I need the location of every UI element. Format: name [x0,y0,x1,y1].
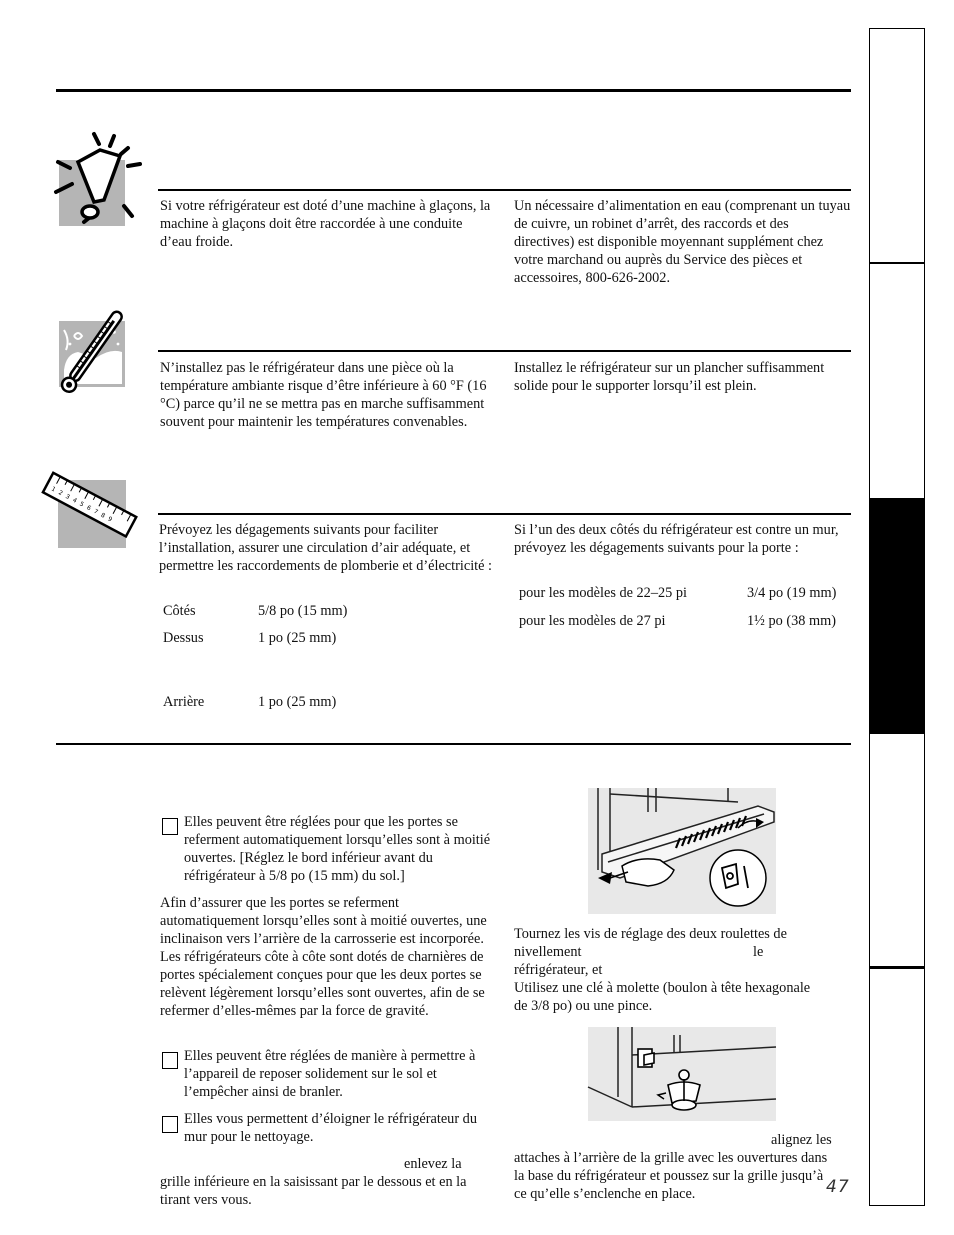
checkbox [162,1052,178,1069]
page-number: 47 [826,1177,850,1197]
roller-stable-text: Elles peuvent être réglées de manière à permettre à l’appareil de reposer solidement sur le sol et l’empêcher ainsi de branler. [184,1048,476,1100]
clearance-label: Dessus [163,630,204,646]
roller-instruction-3: réfrigérateur, et [514,962,603,978]
door-clearance-row [519,584,836,602]
door-clearance-intro: Si l’un des deux côtés du réfrigérateur est contre un mur, prévoyez les dégagements suivants pour la porte : [514,522,839,556]
section-rule [158,513,851,515]
clearance-intro: Prévoyez les dégagements suivants pour faciliter l’installation, assurer une circulation d’air adéquate, et permettre les raccordements de plomberie et d’électricité : [159,522,493,574]
roller-instruction-2b: le [753,944,764,960]
svg-text:7: 7 [92,507,100,516]
water-kit-text: Un nécessaire d’alimentation en eau (comprenant un tuyau de cuivre, un robinet d’arrêt, des raccords et des directives) est disponible moyennant supplément chez votre marchand ou auprès du Service des pièces et accessoires, 800-626-2002. [514,198,851,286]
remove-grille-text: grille inférieure en la saisissant par le dessous et en la tirant vers vous. [160,1174,467,1208]
door-clearance-label: pour les modèles de 27 pi [519,613,666,629]
svg-text:9: 9 [106,515,114,524]
clearance-row [163,602,347,620]
clearance-row [163,629,336,647]
door-close-paragraph: Afin d’assurer que les portes se referment automatiquement lorsqu’elles sont à moitié ouvertes, une inclinaison vers l’arrière de la carrosserie est incorporée. Les réfrigérateurs côte à côte sont dotés de charnières de portes spécialement conçues pour que les deux portes se relèvent légèrement lorsqu’elles sont ouvertes, afin de se refermer d’elles-mêmes par la force de gravité. [160,895,487,1019]
clearance-value: 1 po (25 mm) [258,630,337,646]
roller-instruction-1: Tournez les vis de réglage des deux roulettes de [514,926,787,942]
svg-text:4: 4 [71,496,78,505]
svg-text:5: 5 [78,500,86,509]
align-fragment: alignez les [771,1132,832,1148]
remove-grille-fragment: enlevez la [404,1156,462,1172]
section-rule [158,350,851,352]
door-clearance-value: 1½ po (38 mm) [747,613,836,629]
svg-text:8: 8 [99,511,107,520]
door-clearance-label: pour les modèles de 22–25 pi [519,585,687,601]
svg-text:6: 6 [85,504,93,513]
svg-text:2: 2 [57,489,64,498]
leveling-roller-illustration [588,1027,776,1121]
align-grille-text: attaches à l’arrière de la grille avec les ouvertures dans la base du réfrigérateur et poussez sur la grille jusqu’à ce qu’elle s’enclenche en place. [514,1150,828,1202]
clearance-value: 1 po (25 mm) [258,694,337,710]
clearance-label: Côtés [163,603,196,619]
ruler-icon [40,472,140,552]
top-rule [56,89,851,92]
door-clearance-value: 3/4 po (19 mm) [747,585,837,601]
checkbox [162,818,178,835]
checkbox [162,1116,178,1133]
roller-move-text: Elles vous permettent d’éloigner le réfrigérateur du mur pour le nettoyage. [184,1111,477,1145]
clearance-label: Arrière [163,694,205,710]
ice-maker-text: Si votre réfrigérateur est doté d’une machine à glaçons, la machine à glaçons doit être raccordée à une conduite d’eau froide. [160,198,491,250]
roller-instruction-2: nivellement [514,944,582,960]
temperature-text: N’installez pas le réfrigérateur dans une pièce où la température ambiante risque d’être inférieure à 60 °F (16 °C) parce qu’il ne se mettra pas en marche suffisamment souvent pour maintenir les températures convenables. [160,360,487,430]
wrench-instruction: Utilisez une clé à molette (boulon à tête hexagonale de 3/8 po) ou une pince. [514,980,811,1014]
svg-text:3: 3 [64,492,71,501]
section-divider [56,743,851,745]
svg-text:1: 1 [50,485,57,494]
section-rule [158,189,851,191]
clearance-value: 5/8 po (15 mm) [258,603,348,619]
clearance-row [163,693,336,711]
tab-divider [869,966,925,969]
active-section-tab [869,498,925,734]
roller-adjust-text: Elles peuvent être réglées pour que les portes se referment automatiquement lorsqu’elles sont à moitié ouvertes. [Réglez le bord inférieur avant du réfrigérateur à 5/8 po (15 mm) du sol.] [184,814,491,884]
door-clearance-row [519,612,836,630]
tab-divider [869,262,925,264]
floor-text: Installez le réfrigérateur sur un plancher suffisamment solide pour le supporter lorsqu’il est plein. [514,360,825,394]
warning-icon [44,132,134,232]
thermometer-icon [56,300,146,410]
grille-removal-illustration [588,788,776,914]
